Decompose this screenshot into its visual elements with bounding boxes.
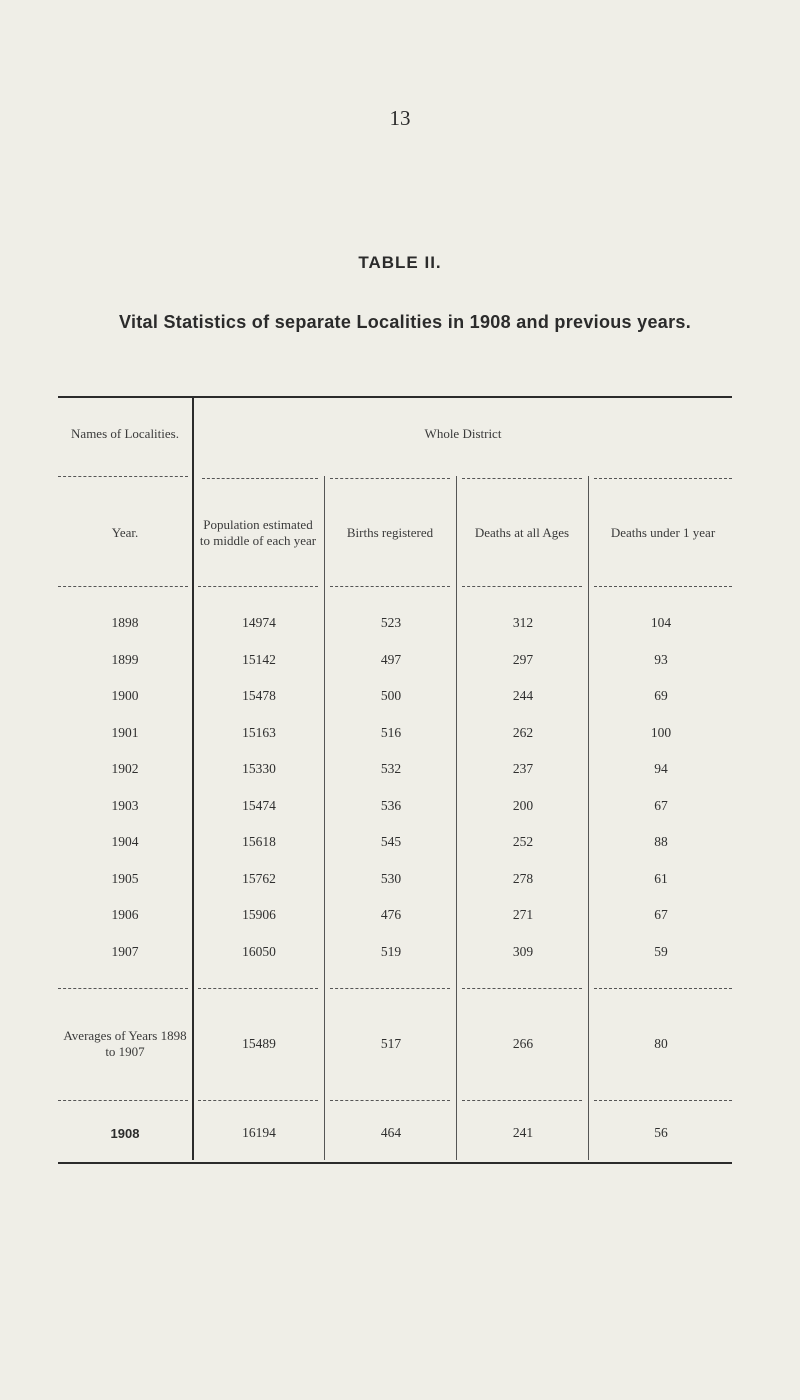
averages-label: Averages of Years 1898 to 1907 — [63, 1028, 187, 1059]
averages-births: 517 — [380, 1036, 402, 1051]
header-separator — [594, 478, 732, 479]
section-separator — [198, 1100, 318, 1101]
section-separator — [330, 988, 450, 989]
header-separator — [202, 478, 318, 479]
row-births: 476 — [380, 907, 402, 922]
row-deaths-under-1: 100 — [650, 724, 672, 740]
header-separator — [462, 478, 582, 479]
row-births: 523 — [380, 615, 402, 630]
row-deaths-under-1: 61 — [654, 870, 668, 886]
current-year: 1908 — [110, 1125, 140, 1141]
names-of-localities-header: Names of Localities. — [71, 426, 179, 441]
row-population: 16050 — [242, 943, 276, 959]
row-year: 1902 — [111, 761, 139, 776]
section-separator — [462, 1100, 582, 1101]
header-separator — [462, 586, 582, 587]
row-deaths-under-1: 104 — [650, 615, 672, 630]
row-births: 536 — [380, 797, 402, 813]
row-births: 497 — [380, 651, 402, 667]
row-population: 15478 — [242, 688, 276, 703]
row-population: 15618 — [242, 834, 276, 849]
row-population: 15906 — [242, 907, 276, 922]
row-year: 1899 — [111, 651, 139, 667]
year-header: Year. — [111, 525, 139, 540]
section-separator — [198, 988, 318, 989]
deaths-all-ages-header: Deaths at all Ages — [474, 525, 570, 540]
section-separator — [330, 1100, 450, 1101]
current-deaths-all: 241 — [512, 1125, 534, 1140]
row-year: 1900 — [111, 688, 139, 703]
averages-deaths-all: 266 — [512, 1036, 534, 1051]
section-separator — [58, 988, 188, 989]
column-divider — [324, 476, 325, 1160]
table-top-rule — [58, 396, 732, 398]
row-deaths-under-1: 93 — [654, 651, 668, 667]
row-deaths-all: 271 — [512, 907, 534, 922]
whole-district-header: Whole District — [424, 426, 502, 441]
births-header: Births registered — [346, 525, 434, 540]
row-births: 500 — [380, 688, 402, 703]
row-births: 519 — [380, 943, 402, 959]
row-population: 15142 — [242, 651, 276, 667]
row-population: 15474 — [242, 797, 276, 813]
row-year: 1901 — [111, 724, 139, 740]
row-deaths-all: 297 — [512, 651, 534, 667]
current-population: 16194 — [242, 1125, 276, 1140]
row-year: 1903 — [111, 797, 139, 813]
header-separator — [330, 586, 450, 587]
section-separator — [462, 988, 582, 989]
row-year: 1907 — [111, 943, 139, 959]
section-separator — [58, 1100, 188, 1101]
header-separator — [58, 476, 188, 477]
row-births: 516 — [380, 724, 402, 740]
row-year: 1905 — [111, 870, 139, 886]
table-subtitle: Vital Statistics of separate Localities in 1908 and previous years. — [118, 312, 691, 332]
header-separator — [594, 586, 732, 587]
column-divider — [588, 476, 589, 1160]
row-deaths-all: 262 — [512, 724, 534, 740]
header-separator — [58, 586, 188, 587]
row-births: 545 — [380, 834, 402, 849]
row-deaths-all: 200 — [512, 797, 534, 813]
header-separator — [198, 586, 318, 587]
row-deaths-under-1: 67 — [654, 907, 668, 922]
row-year: 1898 — [111, 615, 139, 630]
row-year: 1906 — [111, 907, 139, 922]
table-bottom-rule — [58, 1162, 732, 1164]
row-deaths-under-1: 59 — [654, 943, 668, 959]
column-divider — [456, 476, 457, 1160]
row-deaths-under-1: 88 — [654, 834, 668, 849]
row-births: 530 — [380, 870, 402, 886]
averages-population: 15489 — [242, 1036, 276, 1051]
row-deaths-under-1: 69 — [654, 688, 668, 703]
section-separator — [594, 1100, 732, 1101]
row-deaths-all: 312 — [512, 615, 534, 630]
population-header: Population estimated to middle of each year — [199, 517, 317, 548]
row-deaths-under-1: 94 — [654, 761, 668, 776]
row-population: 15762 — [242, 870, 276, 886]
row-deaths-all: 252 — [512, 834, 534, 849]
averages-deaths-under-1: 80 — [654, 1036, 668, 1051]
table-title: TABLE II. — [358, 253, 442, 272]
section-separator — [594, 988, 732, 989]
header-separator — [330, 478, 450, 479]
row-population: 14974 — [242, 615, 276, 630]
row-births: 532 — [380, 761, 402, 776]
page-number: 13 — [389, 106, 411, 130]
row-deaths-under-1: 67 — [654, 797, 668, 813]
row-population: 15163 — [242, 724, 276, 740]
row-population: 15330 — [242, 761, 276, 776]
row-deaths-all: 309 — [512, 943, 534, 959]
current-births: 464 — [380, 1125, 402, 1140]
current-deaths-under-1: 56 — [654, 1125, 668, 1140]
deaths-under-1-header: Deaths under 1 year — [610, 525, 716, 540]
row-deaths-all: 278 — [512, 870, 534, 886]
row-deaths-all: 244 — [512, 688, 534, 703]
row-deaths-all: 237 — [512, 761, 534, 776]
row-year: 1904 — [111, 834, 139, 849]
